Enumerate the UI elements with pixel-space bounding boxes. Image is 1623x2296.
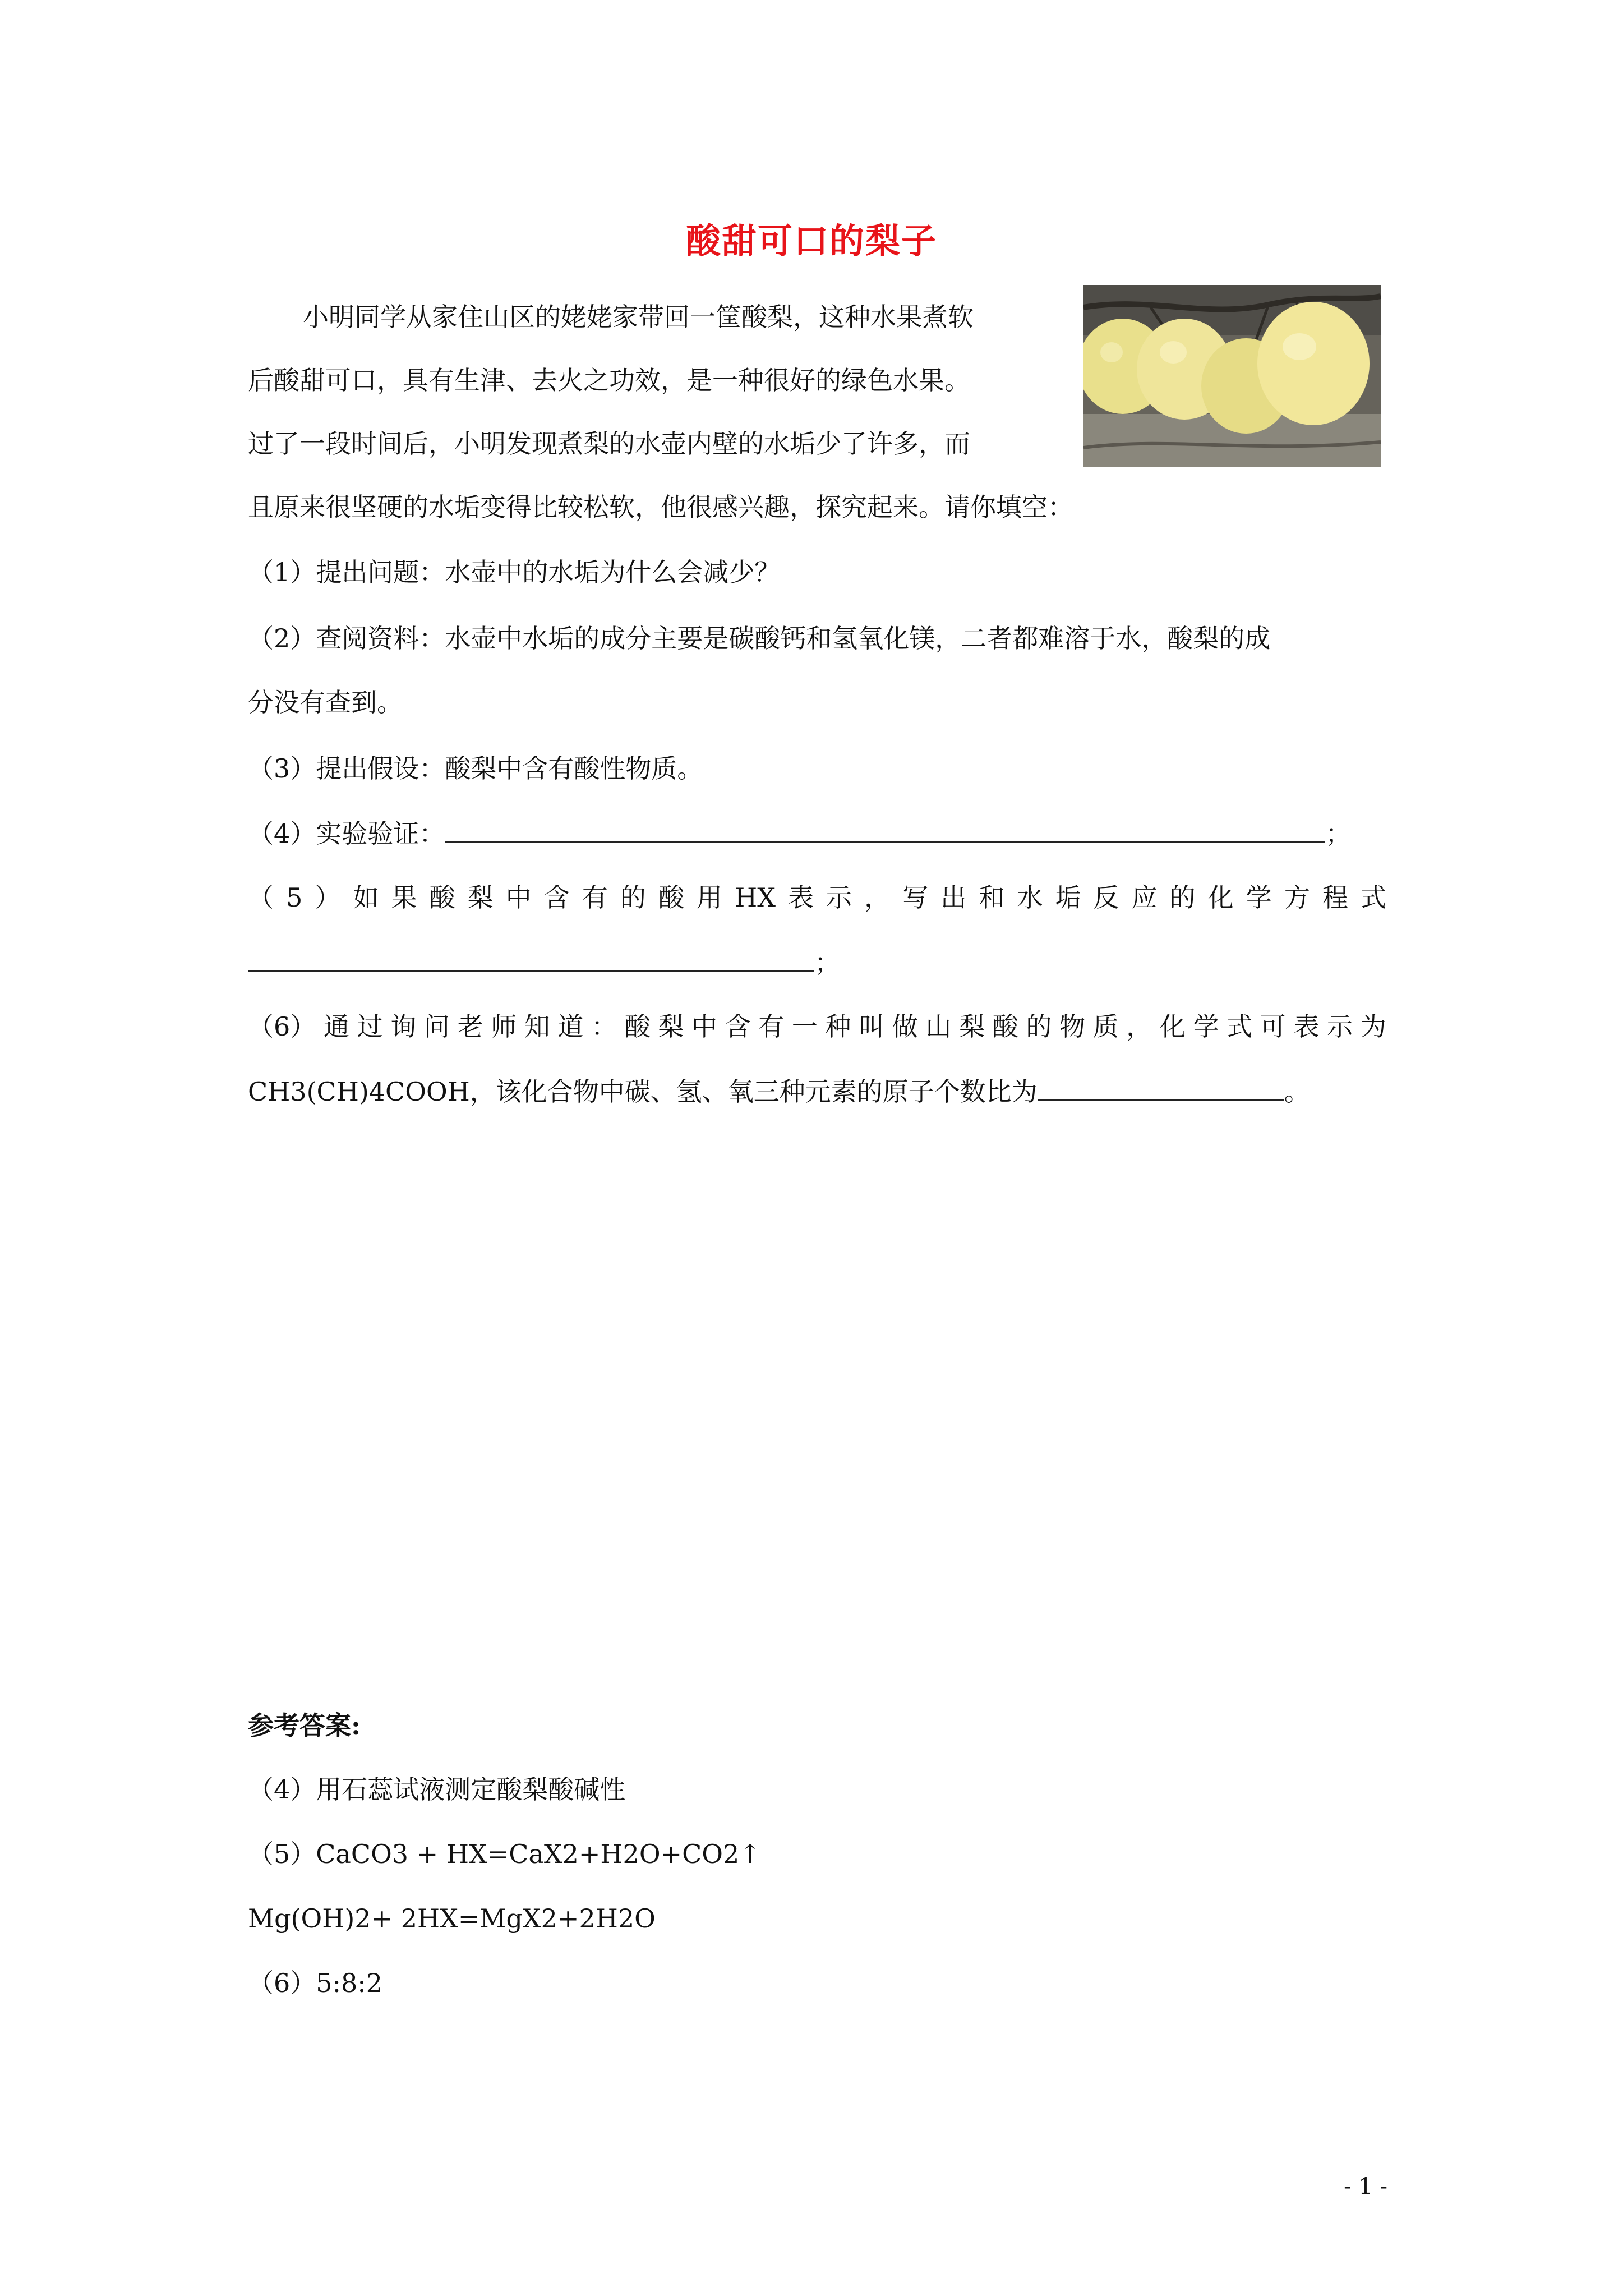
q6-word: 道 bbox=[557, 1011, 584, 1042]
intro-line-3: 过了一段时间后，小明发现煮梨的水壶内壁的水垢少了许多，而 bbox=[248, 429, 970, 459]
q6-word: 示 bbox=[1327, 1011, 1353, 1042]
q6-word: 梨 bbox=[959, 1011, 985, 1042]
question-3: （3）提出假设：酸梨中含有酸性物质。 bbox=[248, 753, 703, 784]
answer-6: （6）5:8:2 bbox=[248, 1968, 383, 1998]
q5-word: 的 bbox=[620, 882, 646, 913]
q5-word: 酸 bbox=[429, 882, 455, 913]
q6-word: 做 bbox=[892, 1011, 918, 1042]
question-5-end: ； bbox=[814, 947, 840, 978]
q5-word: 学 bbox=[1246, 882, 1272, 913]
question-6-text: CH3(CH)4COOH，该化合物中碳、氢、氧三种元素的原子个数比为 bbox=[248, 1076, 1038, 1107]
q5-word: 中 bbox=[505, 882, 532, 913]
document-title: 酸甜可口的梨子 bbox=[685, 220, 937, 261]
q5-word: 垢 bbox=[1055, 882, 1081, 913]
q6-word: 老 bbox=[457, 1011, 483, 1042]
answer-5-line-2: Mg(OH)2+ 2HX=MgX2+2H2O bbox=[248, 1903, 656, 1934]
answer-5-line-1: （5）CaCO3 + HX=CaX2+H2O+CO2↑ bbox=[248, 1839, 761, 1869]
q5-word: 和 bbox=[979, 882, 1005, 913]
q6-word: 叫 bbox=[859, 1011, 885, 1042]
q5-word: 应 bbox=[1131, 882, 1158, 913]
answer-blank-4[interactable] bbox=[445, 816, 1325, 843]
question-2-line-2: 分没有查到。 bbox=[248, 687, 403, 717]
answer-blank-5[interactable] bbox=[248, 945, 814, 972]
q5-word: 程 bbox=[1322, 882, 1348, 913]
answer-4: （4）用石蕊试液测定酸梨酸碱性 bbox=[248, 1774, 626, 1805]
q5-word: 含 bbox=[543, 882, 570, 913]
q5-word: 梨 bbox=[467, 882, 494, 913]
question-2-line-1: （2）查阅资料：水壶中水垢的成分主要是碳酸钙和氢氧化镁，二者都难溶于水，酸梨的成 bbox=[248, 623, 1271, 654]
q6-word: 可 bbox=[1260, 1011, 1286, 1042]
q5-word: 5 bbox=[286, 882, 303, 913]
q5-word: 方 bbox=[1284, 882, 1310, 913]
intro-line-2: 后酸甜可口，具有生津、去火之功效，是一种很好的绿色水果。 bbox=[248, 365, 970, 395]
q6-word: 有 bbox=[758, 1011, 785, 1042]
q6-word: 式 bbox=[1227, 1011, 1253, 1042]
q6-word: 酸 bbox=[624, 1011, 651, 1042]
q5-word: 示 bbox=[826, 882, 852, 913]
q5-word: 用 bbox=[697, 882, 723, 913]
q5-word: 有 bbox=[582, 882, 608, 913]
q5-word: 果 bbox=[391, 882, 417, 913]
page-number: - 1 - bbox=[1344, 2174, 1387, 2200]
q6-word: 过 bbox=[357, 1011, 383, 1042]
q6-word: 质 bbox=[1092, 1011, 1119, 1042]
question-6-line-1 bbox=[248, 1010, 1386, 1043]
q5-word: （ bbox=[248, 882, 274, 913]
q5-word: 出 bbox=[940, 882, 967, 913]
intro-line-1: 小明同学从家住山区的姥姥家带回一筐酸梨，这种水果煮软 bbox=[303, 302, 974, 332]
q6-word: 师 bbox=[491, 1011, 517, 1042]
question-5-line-2 bbox=[248, 945, 840, 979]
answers-heading: 参考答案: bbox=[248, 1710, 361, 1741]
q5-word: 表 bbox=[788, 882, 814, 913]
q5-word: ） bbox=[315, 882, 341, 913]
q5-word: 的 bbox=[1169, 882, 1196, 913]
question-1: （1）提出问题：水壶中的水垢为什么会减少？ bbox=[248, 557, 781, 587]
q5-word: 式 bbox=[1360, 882, 1386, 913]
q6-word: ， bbox=[1126, 1011, 1152, 1042]
q6-word: 为 bbox=[1360, 1011, 1386, 1042]
question-6-end: 。 bbox=[1284, 1076, 1310, 1107]
q5-word: HX bbox=[735, 882, 776, 913]
q6-word: 化 bbox=[1159, 1011, 1186, 1042]
q6-word: ： bbox=[591, 1011, 617, 1042]
intro-line-4: 且原来很坚硬的水垢变得比较松软，他很感兴趣，探究起来。请你填空： bbox=[248, 492, 1073, 522]
q6-word: 种 bbox=[825, 1011, 851, 1042]
q6-word: 询 bbox=[390, 1011, 417, 1042]
q6-word: 一 bbox=[791, 1011, 818, 1042]
q5-word: ， bbox=[864, 882, 891, 913]
q6-word: 通 bbox=[323, 1011, 349, 1042]
q6-word: 学 bbox=[1193, 1011, 1219, 1042]
q5-word: 水 bbox=[1017, 882, 1043, 913]
answer-blank-6[interactable] bbox=[1038, 1074, 1284, 1101]
pear-photo bbox=[1083, 285, 1381, 467]
q5-word: 酸 bbox=[658, 882, 684, 913]
q6-word: 物 bbox=[1059, 1011, 1086, 1042]
q6-word: 知 bbox=[524, 1011, 550, 1042]
question-4 bbox=[248, 816, 1351, 850]
q6-word: 的 bbox=[1026, 1011, 1052, 1042]
q6-word: 问 bbox=[423, 1011, 450, 1042]
q5-word: 反 bbox=[1093, 882, 1119, 913]
q6-word: 山 bbox=[925, 1011, 952, 1042]
question-4-label: （4）实验验证： bbox=[248, 818, 445, 849]
q6-word: 梨 bbox=[658, 1011, 684, 1042]
question-6-line-2 bbox=[248, 1074, 1310, 1108]
q5-word: 写 bbox=[902, 882, 929, 913]
question-4-end: ； bbox=[1325, 818, 1352, 849]
q6-word: 酸 bbox=[992, 1011, 1018, 1042]
question-5-line-1 bbox=[248, 881, 1386, 914]
q6-word: （6） bbox=[248, 1011, 316, 1042]
q5-word: 如 bbox=[353, 882, 379, 913]
q6-word: 中 bbox=[691, 1011, 717, 1042]
q6-word: 表 bbox=[1293, 1011, 1320, 1042]
q5-word: 化 bbox=[1207, 882, 1234, 913]
q6-word: 含 bbox=[725, 1011, 751, 1042]
